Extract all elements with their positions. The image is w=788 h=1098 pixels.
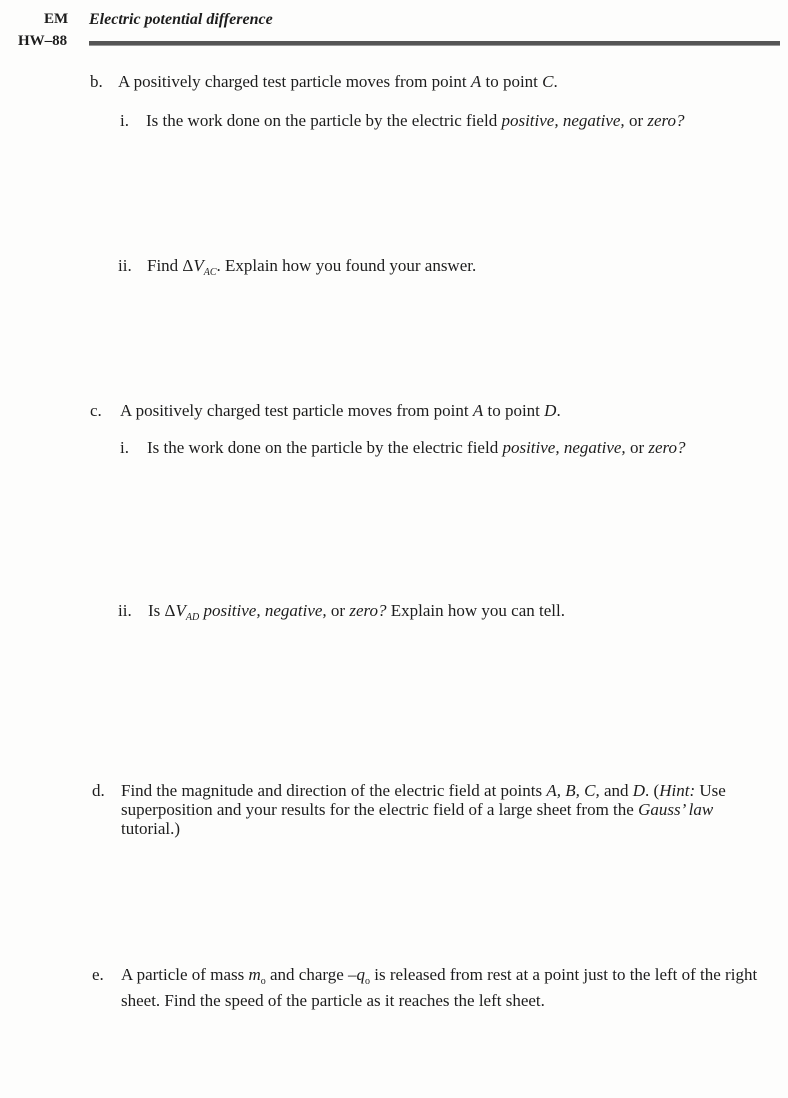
part-c-i-label: i.: [120, 438, 129, 457]
part-b-ii-label: ii.: [118, 256, 132, 275]
page-title: Electric potential difference: [89, 11, 273, 28]
part-c-i-question: Is the work done on the particle by the electric field positive, negative, or zero?: [147, 438, 686, 457]
header-rule: [89, 41, 780, 46]
part-d-question: Find the magnitude and direction of the electric field at points A, B, C, and D. (Hint: Use superposition and your results for the electric field of a large sheet from the Gauss’ law tutorial.): [121, 781, 726, 838]
part-c-ii-question: Is $\Delta V_{AD}$ positive, negative, or zero? Explain how you can tell.: [148, 601, 565, 623]
page-number: HW–88: [18, 33, 68, 49]
part-e-question: A particle of mass $m_o$ and charge $-q_o$ is released from rest at a point just to the left of the right sheet. Find the speed of the particle as it reaches the left sheet.: [121, 965, 758, 1010]
part-b-ii-question: Find $\Delta V_{AC}$. Explain how you found your answer.: [147, 256, 477, 278]
part-d-label: d.: [92, 781, 105, 800]
part-b-question: A positively charged test particle moves from point A to point C.: [118, 72, 558, 91]
section-code: EM: [44, 11, 69, 27]
part-b-i-label: i.: [120, 111, 129, 130]
part-c-label: c.: [90, 401, 102, 420]
part-c-ii-label: ii.: [118, 601, 132, 620]
part-e-label: e.: [92, 965, 104, 984]
part-c-question: A positively charged test particle moves from point A to point D.: [120, 401, 561, 420]
part-b-label: b.: [90, 72, 103, 91]
part-b-i-question: Is the work done on the particle by the electric field positive, negative, or zero?: [146, 111, 685, 130]
